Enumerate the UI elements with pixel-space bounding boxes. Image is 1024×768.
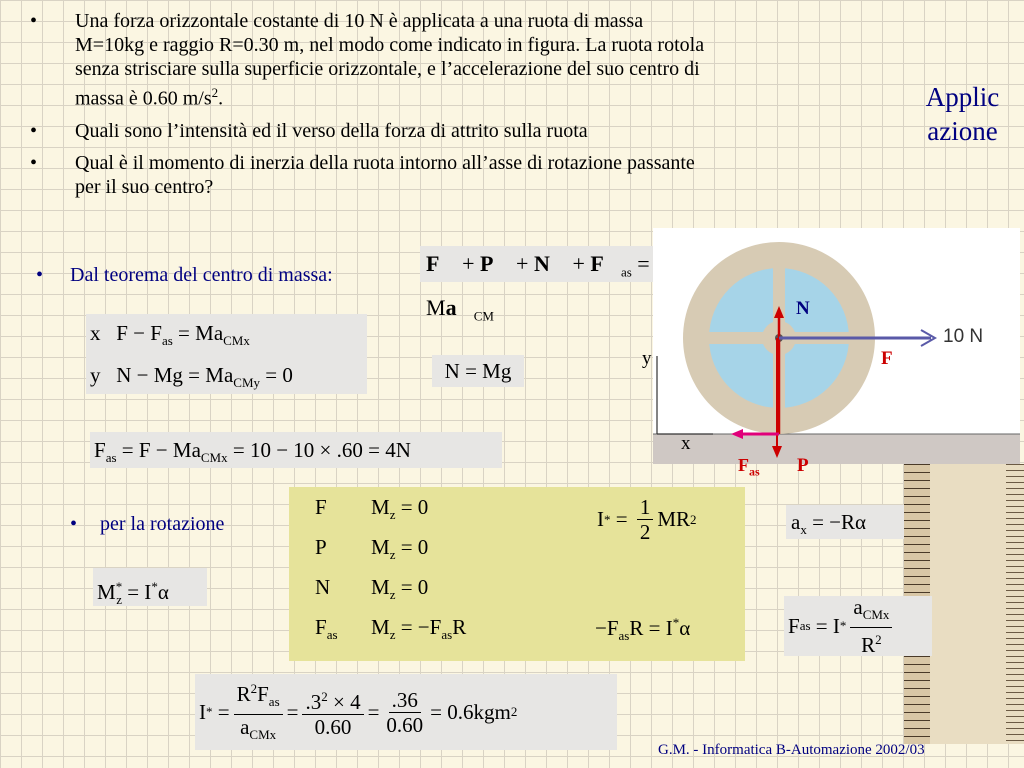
friction-inertia-eq: F as = I * $\frac{a_{CMx}}{R^2}$: [784, 596, 932, 656]
applied-force-label: F: [881, 348, 893, 369]
torque-row-fas-value: $M_z = -F_{as}R$: [371, 615, 467, 643]
inertia-result: I * = $\frac{R^2F_{as}}{a_{CMx}}$ = $\frac{.3^2 \times 4}{0.60}$ = $\frac{.36}{0.60}$ = 0.6kgm 2: [195, 674, 617, 750]
bullet-1-line-3: senza strisciare sulla superficie orizzontale, e l’accelerazione del suo centro di: [75, 58, 700, 80]
torque-table: [289, 487, 745, 661]
rotation-bullet: [70, 512, 224, 536]
bullet-3: [30, 151, 890, 199]
friction-torque-eq: $-F_{as}R = I^*\alpha$: [595, 615, 691, 644]
y-axis-label: y: [642, 348, 652, 369]
torque-row-f-value: $M_z = 0$: [371, 495, 429, 523]
torque-row-p-value: $M_z = 0$: [371, 535, 429, 563]
bullet-3-line-2: per il suo centro?: [75, 175, 214, 198]
wheel-figure: [642, 228, 1020, 464]
weight-label: P: [797, 455, 809, 476]
bullet-1-line-4: massa è 0.60 $m/s^2$.: [75, 85, 224, 110]
bullet-2: [30, 119, 890, 143]
cm-theorem-label: Dal teorema del centro di massa:: [70, 264, 333, 286]
force-value-label: 10 N: [943, 326, 984, 347]
torque-row-n: N: [315, 575, 331, 599]
ruler-strip: [930, 464, 1024, 744]
normal-force-label: N: [796, 298, 810, 319]
bullet-mark: •: [70, 513, 78, 535]
component-equations: [86, 314, 367, 394]
inertia-formula: I * = $\frac{1}{2}$ MR 2: [597, 495, 697, 544]
x-axis-label: x: [681, 433, 691, 454]
bullet-1: [30, 9, 890, 111]
bullet-1-line-1: Una forza orizzontale costante di 10 N è applicata a una ruota di massa: [75, 10, 644, 32]
bullet-mark: •: [30, 119, 38, 142]
bullet-1-line-2: M=10kg e raggio R=0.30 m, nel modo come indicato in figura. La ruota rotola: [75, 34, 705, 56]
rolling-condition: $a_x = -R\alpha$: [786, 505, 904, 539]
title-line-1: Applic: [925, 82, 1000, 112]
bullet-2-line-1: Quali sono l’intensità ed il verso della forza di attrito sulla ruota: [75, 119, 588, 142]
torque-row-p: P: [315, 535, 327, 559]
normal-equals-weight: N = Mg: [432, 355, 524, 387]
intro-bullets: [30, 9, 890, 199]
vector-equation: F⃗ + P⃗ + N⃗ + $F⃗_{as}$ = $Ma⃗_{CM}$: [420, 246, 688, 282]
torque-equation: $M^*_z = I^*\alpha$: [93, 568, 207, 606]
slide-title: [905, 80, 1020, 148]
torque-row-n-value: $M_z = 0$: [371, 575, 429, 603]
y-component-eq: y $N - Mg = Ma_{CMy} = 0$: [90, 363, 293, 391]
rotation-label: per la rotazione: [100, 513, 225, 535]
bullet-mark: •: [30, 10, 38, 32]
bullet-mark: •: [36, 264, 44, 286]
cm-theorem-bullet: [36, 263, 333, 287]
friction-force-label: $F_{as}$: [738, 455, 760, 479]
bullet-mark: •: [30, 151, 38, 174]
torque-row-f: F: [315, 495, 327, 519]
footer: G.M. - Informatica B-Automazione 2002/03: [658, 742, 925, 758]
x-component-eq: x $F - F_{as} = Ma_{CMx}$: [90, 321, 250, 349]
title-line-2: azione: [927, 116, 998, 146]
torque-row-fas: $F_{as}$: [315, 615, 338, 643]
bullet-3-line-1: Qual è il momento di inerzia della ruota intorno all’asse di rotazione passante: [75, 151, 695, 174]
friction-result: $F_{as} = F - Ma_{CMx} = 10 - 10 \times .60 = 4N$: [90, 432, 502, 468]
